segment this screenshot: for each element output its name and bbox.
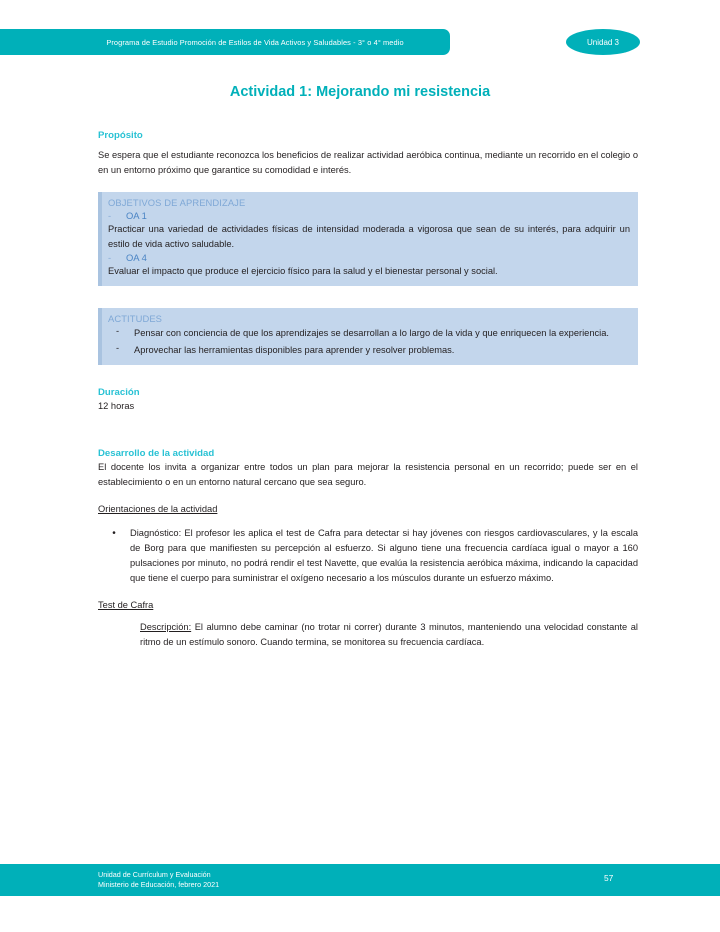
oa-code-row: [108, 252, 630, 263]
desarrollo-heading: Desarrollo de la actividad: [98, 447, 215, 459]
orientacion-text: Diagnóstico: El profesor les aplica el test de Cafra para detectar si hay jóvenes con riesgos cardiovasculares, y la escala de Borg para que manifiesten su percepción al esfuerzo. Si alguno tiene una frecuencia cardíaca igual o mayor a 160 pulsaciones por minuto, no podrá rendir el test Navette, que evalúa la resistencia aeróbica máxima, indicando la capacidad que tiene el cuerpo para suministrar el oxígeno necesario a los músculos durante un esfuerzo máximo.: [130, 527, 638, 583]
page-number: 57: [604, 873, 614, 883]
orientaciones-heading: Orientaciones de la actividad: [98, 503, 218, 514]
desarrollo-text: El docente los invita a organizar entre todos un plan para mejorar la resistencia personal en un recorrido; puede ser en el establecimiento o en un entorno natural cercano que sea seguro.: [98, 461, 638, 487]
bullet-icon: •: [112, 527, 116, 539]
page-header: [0, 29, 720, 55]
descripcion-label: Descripción:: [140, 621, 192, 632]
objetivos-box: [98, 192, 638, 286]
orientacion-bullet: [98, 526, 638, 586]
oa-code: OA 1: [126, 210, 147, 221]
proposito-text: Se espera que el estudiante reconozca los beneficios de realizar actividad aeróbica continua, mediante un recorrido en el colegio o en un entorno próximo que garantice su comodidad e interés.: [98, 150, 638, 175]
proposito-heading: Propósito: [98, 130, 143, 141]
oa-code-row: [108, 210, 630, 221]
actitud-item: [108, 343, 630, 358]
oa-dash: -: [108, 210, 112, 221]
oa-description: Practicar una variedad de actividades físicas de intensidad moderada a vigorosa que sean de su interés, para adquirir un estilo de vida activo saludable.: [108, 224, 630, 249]
actitudes-box: [98, 308, 638, 365]
footer-source: [98, 870, 219, 890]
test-cafra-description: [140, 620, 638, 650]
unit-badge-label: Unidad 3: [586, 37, 620, 47]
page-title: Actividad 1: Mejorando mi resistencia: [229, 84, 491, 100]
oa-code: OA 4: [126, 252, 147, 263]
actitudes-box-title: ACTITUDES: [108, 312, 163, 324]
footer-line-1: Unidad de Currículum y Evaluación: [98, 870, 211, 879]
actitud-dash: -: [116, 325, 120, 336]
unit-badge: [566, 29, 640, 55]
actitud-text: Aprovechar las herramientas disponibles para aprender y resolver problemas.: [134, 344, 455, 355]
actitud-item: [108, 326, 630, 341]
footer-line-2: Ministerio de Educación, febrero 2021: [98, 880, 220, 889]
duracion-heading: Duración: [98, 386, 140, 398]
duracion-value: 12 horas: [98, 400, 135, 411]
document-content: [98, 130, 638, 650]
descripcion-text: El alumno debe caminar (no trotar ni correr) durante 3 minutos, manteniendo una velocidad constante al ritmo de un estímulo sonoro. Cuando termina, se monitorea su frecuencia cardíaca.: [140, 621, 638, 647]
oa-description: Evaluar el impacto que produce el ejercicio físico para la salud y el bienestar personal y social.: [108, 266, 498, 276]
actitud-dash: -: [116, 342, 120, 353]
header-banner: [0, 29, 450, 55]
objetivos-box-title: OBJETIVOS DE APRENDIZAJE: [108, 197, 246, 208]
header-banner-text: Programa de Estudio Promoción de Estilos de Vida Activos y Saludables - 3° o 4° medio: [106, 37, 404, 47]
test-cafra-heading: Test de Cafra: [98, 599, 154, 610]
oa-dash: -: [108, 252, 112, 263]
actitud-text: Pensar con conciencia de que los aprendizajes se desarrollan a lo largo de la vida y que enriquecen la experiencia.: [134, 327, 609, 338]
page-footer: [0, 864, 720, 896]
